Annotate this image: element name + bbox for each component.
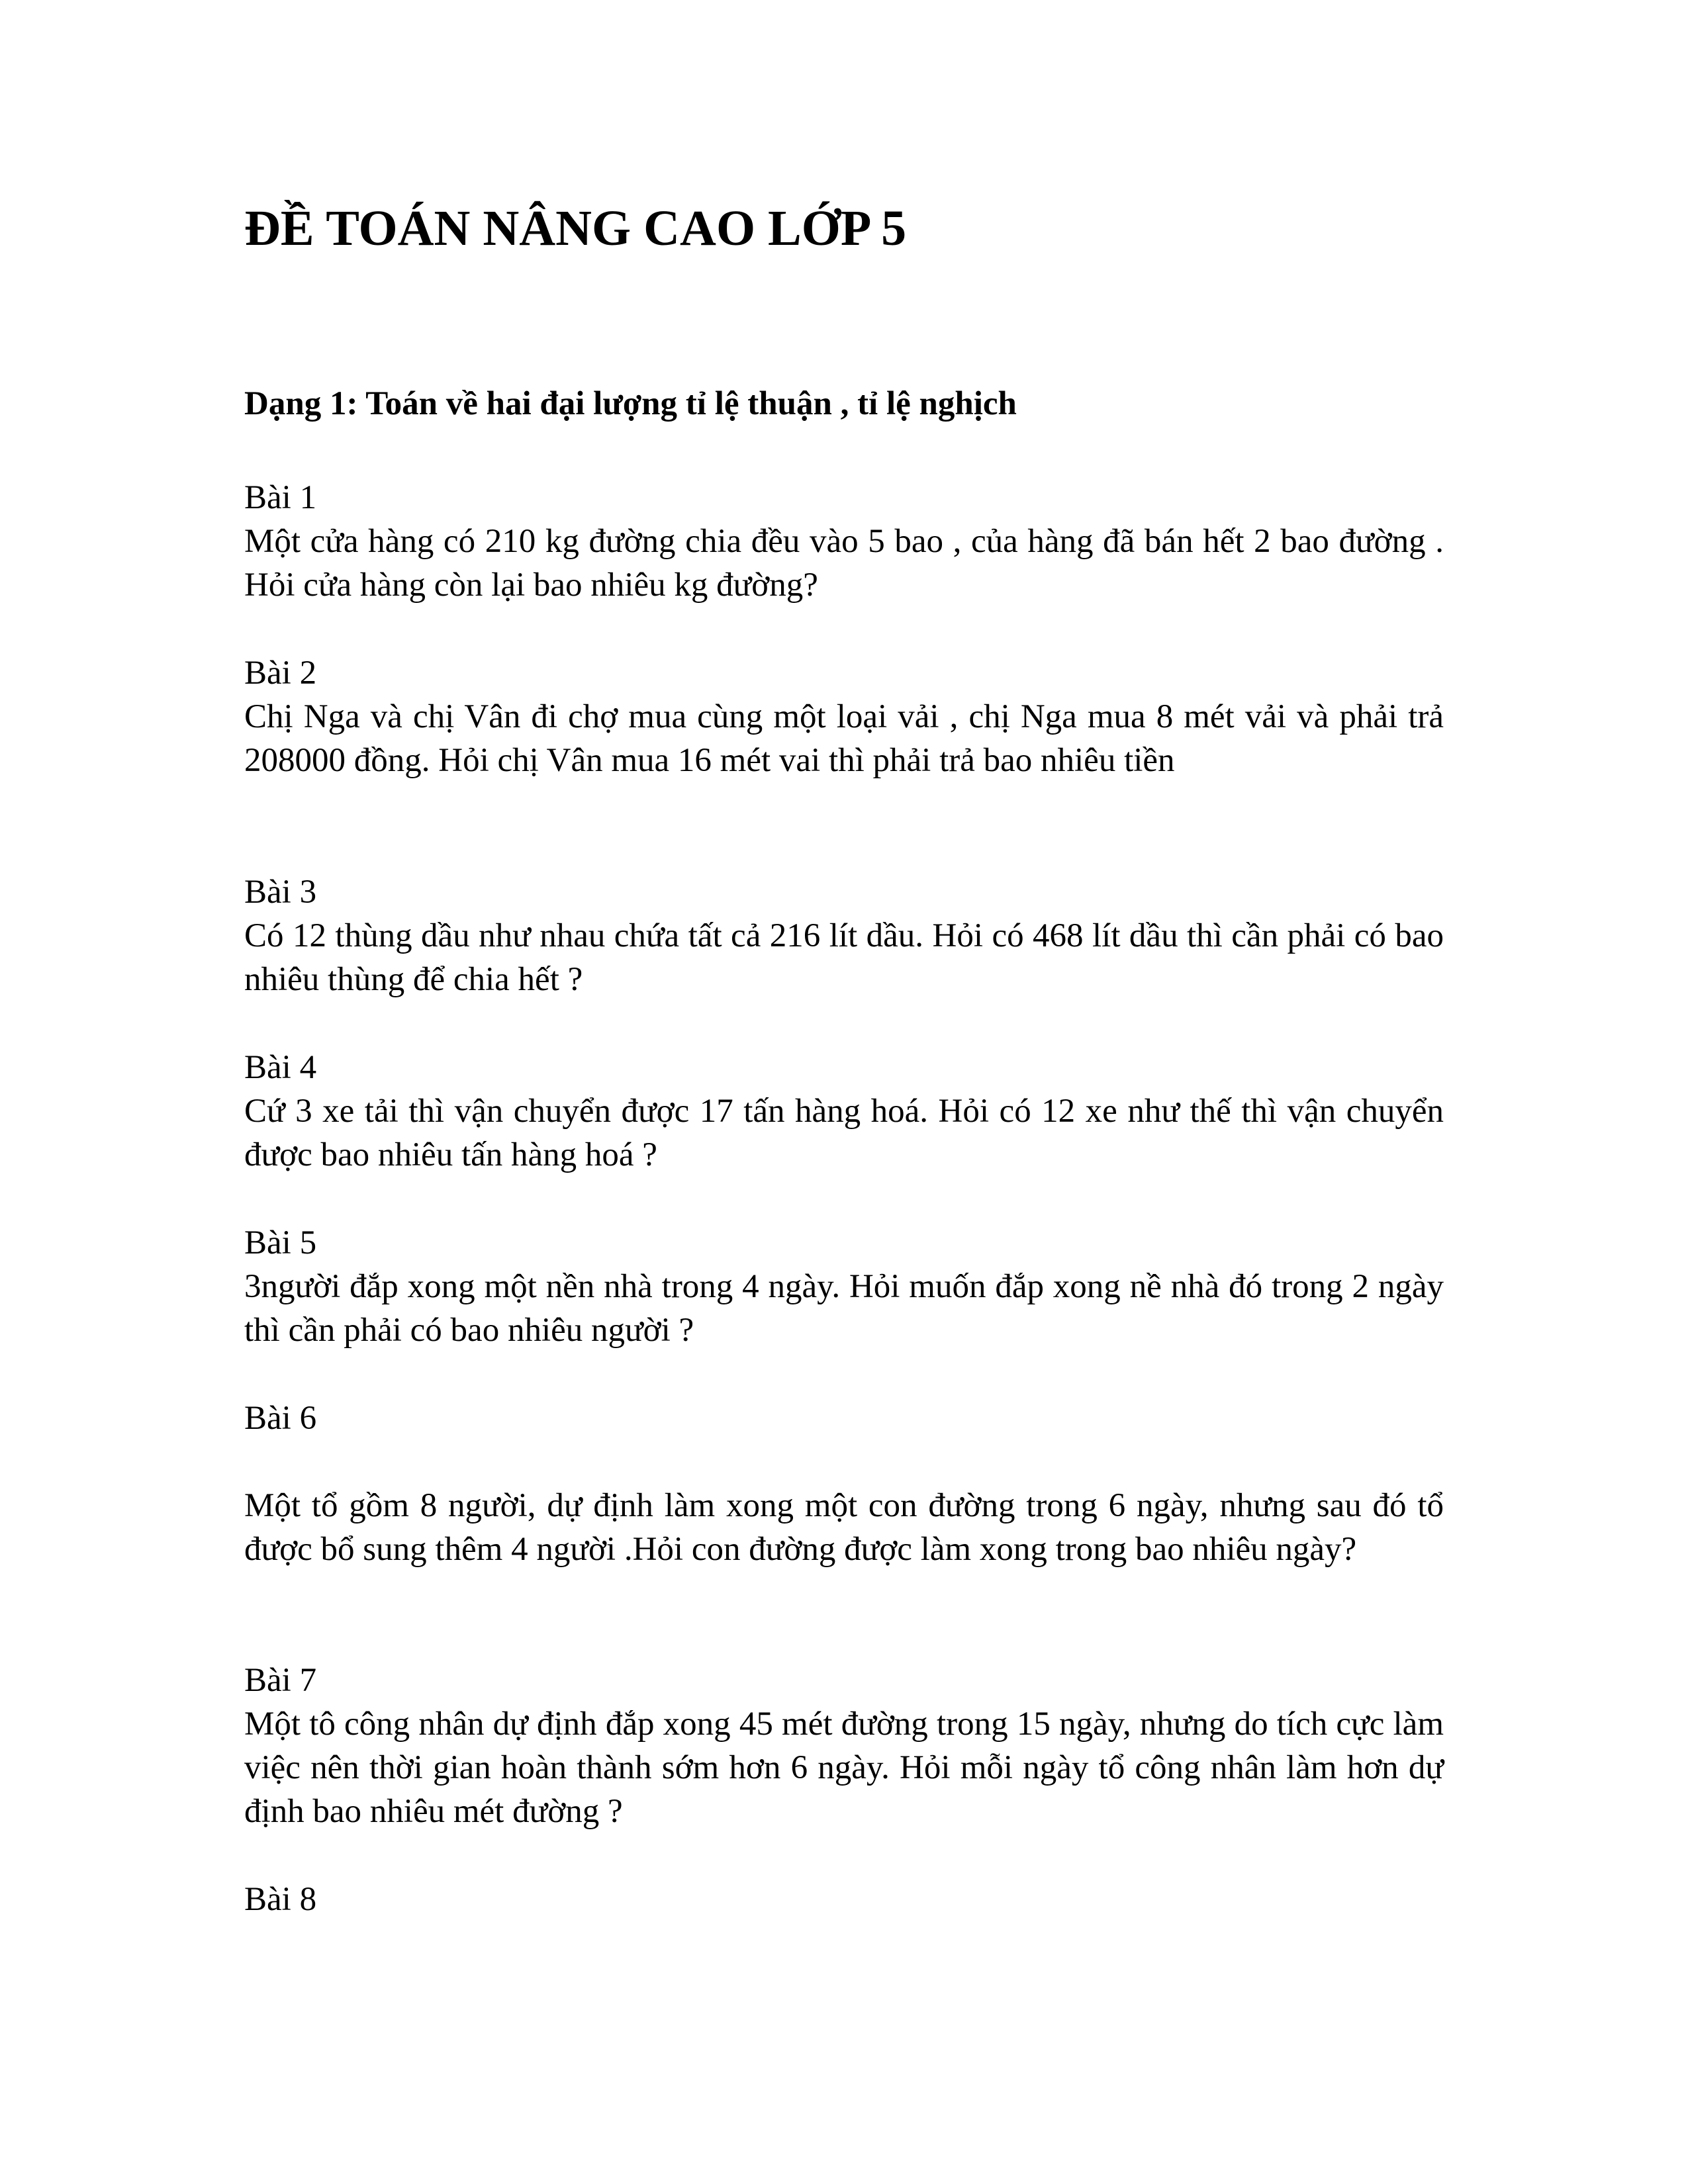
exercise-text: 3người đắp xong một nền nhà trong 4 ngày. Hỏi muốn đắp xong nề nhà đó trong 2 ngày thì cần phải có bao nhiêu người ? xyxy=(244,1268,1444,1349)
exercise-label: Bài 3 xyxy=(244,874,317,911)
exercise-6 xyxy=(244,1396,1444,1571)
exercise-1 xyxy=(244,476,1444,607)
exercise-text: Chị Nga và chị Vân đi chợ mua cùng một loại vải , chị Nga mua 8 mét vải và phải trả 208000 đồng. Hỏi chị Vân mua 16 mét vai thì phải trả bao nhiêu tiền xyxy=(244,698,1444,779)
exercise-text: Một cửa hàng có 210 kg đường chia đều vào 5 bao , của hàng đã bán hết 2 bao đường . Hỏi cửa hàng còn lại bao nhiêu kg đường? xyxy=(244,523,1444,604)
exercise-label: Bài 7 xyxy=(244,1662,317,1699)
exercise-text: Một tổ gồm 8 người, dự định làm xong một con đường trong 6 ngày, nhưng sau đó tổ được bổ sung thêm 4 người .Hỏi con đường được làm xong trong bao nhiêu ngày? xyxy=(244,1487,1444,1568)
exercise-label: Bài 2 xyxy=(244,655,317,692)
exercise-label: Bài 5 xyxy=(244,1224,317,1261)
exercise-text: Có 12 thùng dầu như nhau chứa tất cả 216 lít dầu. Hỏi có 468 lít dầu thì cần phải có bao nhiêu thùng để chia hết ? xyxy=(244,917,1444,998)
exercise-label: Bài 8 xyxy=(244,1881,317,1918)
exercise-4 xyxy=(244,1046,1444,1177)
exercise-5 xyxy=(244,1221,1444,1352)
exercise-label: Bài 1 xyxy=(244,479,317,516)
exercise-label: Bài 4 xyxy=(244,1049,317,1086)
exercise-3 xyxy=(244,870,1444,1001)
exercise-7 xyxy=(244,1659,1444,1833)
document-title: ĐỀ TOÁN NÂNG CAO LỚP 5 xyxy=(244,201,907,256)
exercise-8 xyxy=(244,1878,1444,1921)
exercise-label: Bài 6 xyxy=(244,1400,317,1437)
exercise-text: Một tô công nhân dự định đắp xong 45 mét đường trong 15 ngày, nhưng do tích cực làm việc nên thời gian hoàn thành sớm hơn 6 ngày. Hỏi mỗi ngày tổ công nhân làm hơn dự định bao nhiêu mét đường ? xyxy=(244,1706,1444,1830)
exercise-2 xyxy=(244,651,1444,782)
exercise-text: Cứ 3 xe tải thì vận chuyển được 17 tấn hàng hoá. Hỏi có 12 xe như thế thì vận chuyển được bao nhiêu tấn hàng hoá ? xyxy=(244,1093,1444,1173)
section-heading: Dạng 1: Toán về hai đại lượng tỉ lệ thuận , tỉ lệ nghịch xyxy=(244,385,1017,422)
